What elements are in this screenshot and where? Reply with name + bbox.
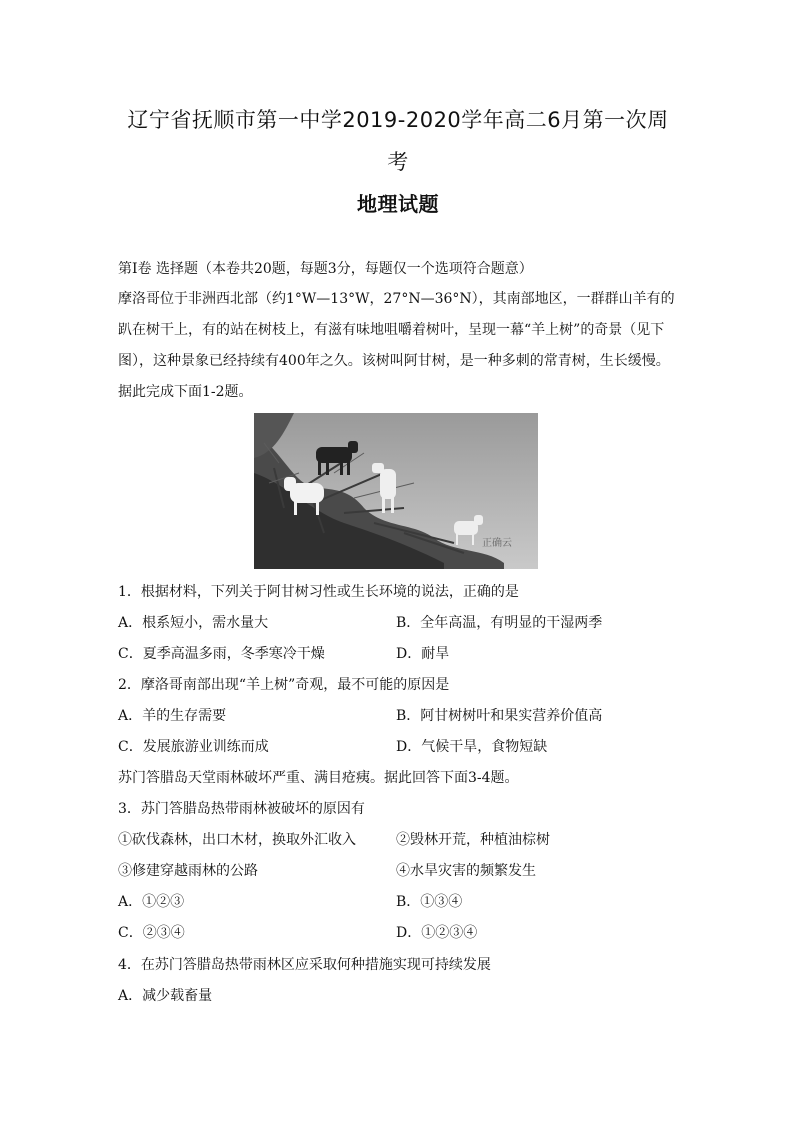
q1-option-a: A．根系短小，需水量大 xyxy=(118,615,269,631)
q3-item-4: ④水旱灾害的频繁发生 xyxy=(396,863,536,879)
q3-option-a: A．①②③ xyxy=(118,894,185,910)
goats-in-argan-tree-photo xyxy=(254,413,538,569)
q3-item-3: ③修建穿越雨林的公路 xyxy=(118,863,258,879)
q2-option-b: B．阿甘树树叶和果实营养价值高 xyxy=(396,708,603,724)
doc-subtitle: 地理试题 xyxy=(357,192,439,216)
doc-title-line-2: 考 xyxy=(387,150,409,174)
q3-item-1: ①砍伐森林，出口木材，换取外汇收入 xyxy=(118,832,356,848)
q1-option-d: D．耐旱 xyxy=(396,646,450,662)
q1-option-b: B．全年高温，有明显的干湿两季 xyxy=(396,615,603,631)
material-sumatra: 苏门答腊岛天堂雨林破坏严重、满目疮痍。据此回答下面3-4题。 xyxy=(118,770,519,786)
q3-option-d: D．①②③④ xyxy=(396,925,478,941)
section-header: 第Ⅰ卷 选择题（本卷共20题，每题3分，每题仅一个选项符合题意） xyxy=(118,261,533,277)
intro-line-3: 图），这种景象已经持续有400年之久。该树叫阿甘树，是一种多刺的常青树，生长缓慢。 xyxy=(118,353,670,369)
q1-option-c: C．夏季高温多雨，冬季寒冷干燥 xyxy=(118,646,325,662)
q4-option-a: A．减少载畜量 xyxy=(118,988,213,1004)
intro-line-4: 据此完成下面1-2题。 xyxy=(118,384,253,400)
intro-line-1: 摩洛哥位于非洲西北部（约1°W—13°W，27°N—36°N），其南部地区，一群群山羊有的 xyxy=(118,291,675,307)
intro-line-2: 趴在树干上，有的站在树枝上，有滋有味地咀嚼着树叶，呈现一幕“羊上树”的奇景（见下 xyxy=(118,322,665,338)
q3-item-2: ②毁林开荒，种植油棕树 xyxy=(396,832,550,848)
q1-stem: 1．根据材料，下列关于阿甘树习性或生长环境的说法，正确的是 xyxy=(118,584,519,600)
q2-option-c: C．发展旅游业训练而成 xyxy=(118,739,269,755)
doc-title-line-1: 辽宁省抚顺市第一中学2019-2020学年高二6月第一次周 xyxy=(127,108,669,132)
q2-stem: 2．摩洛哥南部出现“羊上树”奇观，最不可能的原因是 xyxy=(118,677,450,693)
q4-stem: 4．在苏门答腊岛热带雨林区应采取何种措施实现可持续发展 xyxy=(118,957,491,973)
photo-watermark: 正确云 xyxy=(482,538,512,549)
q3-option-b: B．①③④ xyxy=(396,894,463,910)
q2-option-a: A．羊的生存需要 xyxy=(118,708,227,724)
q2-option-d: D．气候干旱，食物短缺 xyxy=(396,739,548,755)
q3-option-c: C．②③④ xyxy=(118,925,185,941)
q3-stem: 3．苏门答腊岛热带雨林被破坏的原因有 xyxy=(118,801,365,817)
